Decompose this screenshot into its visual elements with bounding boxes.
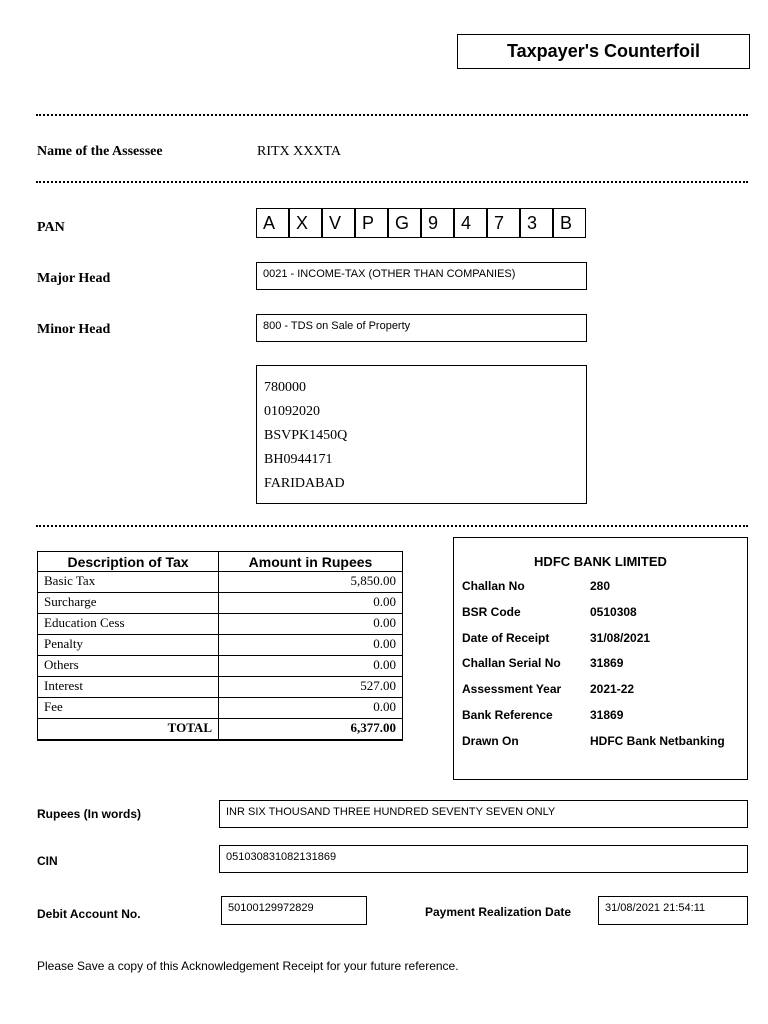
divider <box>36 181 748 183</box>
pan-char: G <box>388 208 421 238</box>
bank-row-label: Bank Reference <box>462 708 553 722</box>
tax-amount: 527.00 <box>219 677 403 698</box>
table-row <box>38 677 403 698</box>
details-line: BSVPK1450Q <box>264 428 348 443</box>
details-line: 01092020 <box>264 404 320 419</box>
table-row <box>38 593 403 614</box>
table-row <box>38 698 403 719</box>
pan-label: PAN <box>37 220 65 235</box>
tax-amount: 0.00 <box>219 593 403 614</box>
assessee-label: Name of the Assessee <box>37 144 163 159</box>
pan-char: P <box>355 208 388 238</box>
column-header: Description of Tax <box>38 552 219 572</box>
details-line: FARIDABAD <box>264 476 345 491</box>
tax-description: Others <box>38 656 219 677</box>
bank-row-value: 2021-22 <box>590 682 635 696</box>
assessee-name: RITX XXXTA <box>257 144 342 159</box>
divider <box>36 525 748 527</box>
pan-char: X <box>289 208 322 238</box>
details-line: BH0944171 <box>264 452 333 467</box>
bank-row-label: Challan No <box>462 579 525 593</box>
tax-description: Education Cess <box>38 614 219 635</box>
rupees-words-field: INR SIX THOUSAND THREE HUNDRED SEVENTY SEVEN ONLY <box>219 800 748 828</box>
divider <box>36 114 748 116</box>
bank-row-label: Assessment Year <box>462 682 562 696</box>
total-amount: 6,377.00 <box>219 719 403 740</box>
tax-description: Basic Tax <box>38 572 219 593</box>
pan-char: 7 <box>487 208 520 238</box>
payment-realization-label: Payment Realization Date <box>425 905 572 919</box>
rupees-words-label: Rupees (In words) <box>37 807 142 821</box>
page-title: Taxpayer's Counterfoil <box>457 34 750 69</box>
table-header-row <box>38 552 403 572</box>
footer-note: Please Save a copy of this Acknowledgement Receipt for your future reference. <box>37 959 459 973</box>
table-row <box>38 614 403 635</box>
bank-row-value: 280 <box>590 579 611 593</box>
table-row <box>38 635 403 656</box>
table-row <box>38 656 403 677</box>
pan-char: 4 <box>454 208 487 238</box>
tax-description: Fee <box>38 698 219 719</box>
table-row <box>38 572 403 593</box>
cin-field: 051030831082131869 <box>219 845 748 873</box>
bank-row-value: 31/08/2021 <box>590 631 651 645</box>
tax-table <box>37 551 403 741</box>
tax-description: Penalty <box>38 635 219 656</box>
bank-row-label: BSR Code <box>462 605 521 619</box>
bank-row-value: HDFC Bank Netbanking <box>590 734 725 748</box>
debit-account-label: Debit Account No. <box>37 907 141 921</box>
total-row <box>38 719 403 740</box>
major-head-field: 0021 - INCOME-TAX (OTHER THAN COMPANIES) <box>256 262 587 290</box>
debit-account-field: 50100129972829 <box>221 896 367 925</box>
bank-name: HDFC BANK LIMITED <box>534 554 667 569</box>
tax-amount: 5,850.00 <box>219 572 403 593</box>
pan-char: 3 <box>520 208 553 238</box>
details-box <box>256 365 587 504</box>
cin-label: CIN <box>37 854 58 868</box>
pan-char: B <box>553 208 586 238</box>
tax-amount: 0.00 <box>219 614 403 635</box>
minor-head-label: Minor Head <box>37 322 111 337</box>
total-label: TOTAL <box>38 719 219 740</box>
details-line: 780000 <box>264 380 306 395</box>
pan-char: V <box>322 208 355 238</box>
tax-description: Interest <box>38 677 219 698</box>
bank-row-value: 31869 <box>590 656 624 670</box>
tax-amount: 0.00 <box>219 635 403 656</box>
pan-char: 9 <box>421 208 454 238</box>
bank-row-value: 31869 <box>590 708 624 722</box>
bank-details-box <box>453 537 748 780</box>
bank-row-label: Date of Receipt <box>462 631 550 645</box>
major-head-label: Major Head <box>37 271 111 286</box>
payment-realization-field: 31/08/2021 21:54:11 <box>598 896 748 925</box>
pan-char: A <box>256 208 289 238</box>
minor-head-field: 800 - TDS on Sale of Property <box>256 314 587 342</box>
bank-row-value: 0510308 <box>590 605 637 619</box>
tax-amount: 0.00 <box>219 656 403 677</box>
tax-description: Surcharge <box>38 593 219 614</box>
bank-row-label: Drawn On <box>462 734 519 748</box>
bank-row-label: Challan Serial No <box>462 656 561 670</box>
column-header: Amount in Rupees <box>219 552 403 572</box>
tax-amount: 0.00 <box>219 698 403 719</box>
